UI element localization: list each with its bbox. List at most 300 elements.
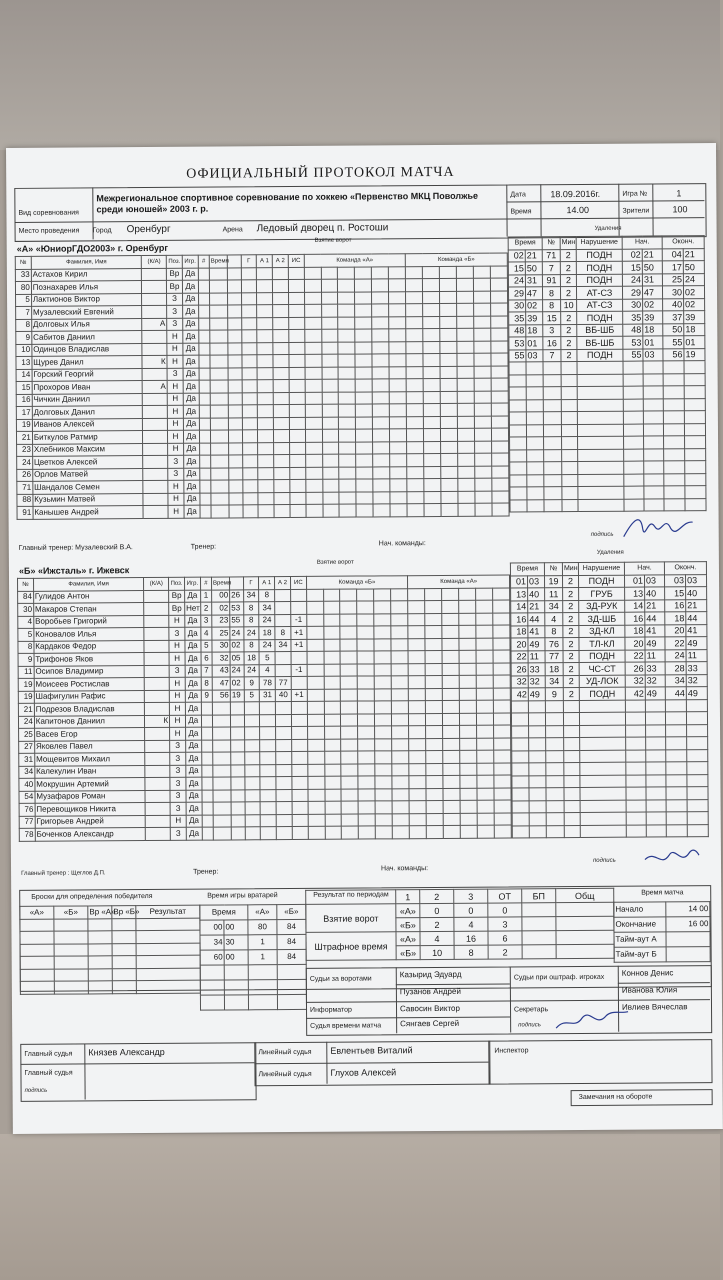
shootout-cell (20, 956, 54, 969)
shots-cell (389, 379, 406, 392)
goal-cell (245, 814, 261, 827)
player-plays: Да (184, 493, 200, 506)
shots-cell (373, 454, 390, 467)
shots-cell (375, 776, 392, 789)
team-a-coach-label: Тренер: (190, 543, 217, 551)
goal-minute: 47 (212, 677, 230, 690)
shots-cell (477, 775, 494, 788)
shots-cell (458, 491, 475, 504)
shots-cell (322, 404, 339, 417)
penalty-start-min: 15 (622, 261, 642, 274)
goal-cell (229, 455, 243, 468)
shots-cell (407, 479, 424, 492)
shots-cell (426, 750, 443, 763)
player-name: Сабитов Даниил (32, 331, 143, 344)
time-label: Время (510, 208, 532, 216)
penalty-infraction (577, 424, 623, 437)
goal-cell (210, 342, 228, 355)
team-b-captain-label: Нач. команды: (381, 865, 429, 873)
column-header: «А» (248, 905, 277, 920)
competition-name: Межрегиональное спортивное соревнование по хоккею «Первенство МКЦ Поволжье среди юношей» 2003 г. р. (96, 190, 479, 215)
goal-assist-2 (275, 664, 291, 677)
shots-cell (339, 479, 356, 492)
player-plays: Да (184, 468, 200, 481)
shots-cell (305, 354, 322, 367)
shots-cell (389, 266, 406, 279)
shots-cell (456, 266, 473, 279)
player-plays: Да (185, 615, 201, 628)
team-a-penalties-label: Удаления (594, 225, 622, 232)
period-value (522, 903, 556, 917)
goal-strength: +1 (291, 689, 307, 702)
shots-cell (476, 625, 493, 638)
penalty-minutes (562, 499, 578, 512)
penalty-end-sec: 39 (684, 311, 705, 324)
penalty-sec (528, 713, 545, 726)
player-plays: Да (186, 752, 202, 765)
shots-cell (305, 417, 322, 430)
goal-cell (289, 329, 305, 342)
shots-cell (494, 825, 511, 838)
shootout-row (20, 930, 200, 944)
player-name: Шафигулин Рафис (34, 690, 145, 703)
shots-cell (474, 391, 491, 404)
player-name: Орлов Матвей (33, 468, 144, 481)
penalty-end-min (663, 423, 684, 436)
goal-cell (258, 492, 274, 505)
goal-cell (241, 355, 257, 368)
penalty-start-sec (646, 787, 666, 800)
goal-assist-1: 34 (259, 602, 275, 615)
penalty-start-min (624, 474, 644, 487)
shots-cell (493, 700, 510, 713)
penalty-judges-label: Судьи при оштраф. игроках (513, 973, 605, 982)
player-number: 5 (16, 294, 32, 307)
shots-cell (476, 613, 493, 626)
penalty-sec (527, 499, 544, 512)
team-a-penalty-table (508, 235, 707, 512)
shots-cell (423, 416, 440, 429)
penalty-player (544, 462, 562, 475)
shots-cell (307, 639, 324, 652)
gk-cell (200, 965, 224, 980)
player-number: 24 (17, 456, 33, 469)
linesman-2-label: Линейный судья (258, 1070, 312, 1079)
team-b-title: «Б» «Ижсталь» г. Ижевск (18, 565, 130, 576)
shots-cell (391, 688, 408, 701)
penalty-infraction (580, 737, 626, 750)
penalty-sec: 40 (528, 588, 545, 601)
shootout-cell (54, 931, 88, 944)
shots-cell (322, 379, 339, 392)
penalty-start-min: 14 (625, 600, 645, 613)
penalty-min: 53 (509, 337, 526, 350)
shots-cell (491, 453, 508, 466)
penalty-player: 76 (545, 638, 563, 651)
goal-cell (242, 380, 258, 393)
shots-cell (406, 329, 423, 342)
goal-cell (260, 714, 276, 727)
column-header: «Б» (54, 906, 88, 919)
penalty-sec (528, 700, 545, 713)
shootout-cell (136, 980, 200, 993)
column-header (230, 577, 244, 590)
shots-cell (375, 751, 392, 764)
goal-strength (291, 651, 307, 664)
goal-number: 5 (201, 640, 212, 653)
shots-cell (375, 813, 392, 826)
shots-cell (476, 638, 493, 651)
penalty-player: 91 (542, 274, 560, 287)
penalty-infraction (578, 474, 624, 487)
shots-cell (457, 416, 474, 429)
penalty-sec: 50 (525, 262, 542, 275)
goal-cell (230, 702, 244, 715)
gk-team-a: 1 (248, 935, 277, 950)
column-header: # (198, 255, 209, 268)
penalty-player: 8 (545, 625, 563, 638)
penalty-start-min: 24 (622, 274, 642, 287)
goal-cell (228, 380, 242, 393)
goal-cell (229, 492, 243, 505)
penalty-minutes: 2 (563, 675, 579, 688)
shots-cell (457, 378, 474, 391)
penalty-infraction: УД-ЛОК (579, 675, 625, 688)
shots-cell (407, 491, 424, 504)
goal-minute: 56 (212, 689, 230, 702)
penalty-end-min (666, 774, 687, 787)
goal-cell (229, 442, 243, 455)
penalty-end-sec (684, 398, 705, 411)
penalty-start-min (626, 812, 646, 825)
penalty-minutes (564, 738, 580, 751)
goal-cell (199, 355, 210, 368)
penalty-minutes (564, 750, 580, 763)
penalty-infraction (577, 374, 623, 387)
shots-cell (372, 329, 389, 342)
penalty-sec (529, 725, 546, 738)
goal-cell (210, 430, 228, 443)
penalty-player (545, 713, 563, 726)
player-name: Гулидов Антон (33, 590, 144, 603)
shots-cell (422, 266, 439, 279)
penalty-sec (527, 487, 544, 500)
goal-cell (211, 505, 229, 518)
period-row-label: Взятие ворот (306, 904, 396, 933)
shots-cell (406, 304, 423, 317)
goal-cell (291, 714, 307, 727)
player-role (145, 777, 170, 790)
player-position: З (170, 752, 186, 765)
goal-cell (276, 777, 292, 790)
column-header: Время (209, 255, 227, 268)
goal-cell (292, 801, 308, 814)
column-header: Игр. (184, 577, 200, 590)
player-position: Н (167, 393, 183, 406)
shots-cell (324, 701, 341, 714)
shots-cell (442, 675, 459, 688)
penalty-end-min (666, 799, 687, 812)
shots-cell (372, 291, 389, 304)
penalty-player: 16 (543, 337, 561, 350)
goal-cell (242, 417, 258, 430)
penalty-min (512, 738, 529, 751)
shots-cell (440, 353, 457, 366)
shots-cell (372, 379, 389, 392)
goal-cell (229, 480, 243, 493)
penalty-min (509, 387, 526, 400)
goal-second: 24 (230, 664, 244, 677)
column-header (227, 255, 241, 268)
shots-cell (306, 614, 323, 627)
shots-cell (475, 491, 492, 504)
shots-cell (323, 504, 340, 517)
goal-cell (210, 380, 228, 393)
shots-cell (457, 328, 474, 341)
shots-cell (392, 713, 409, 726)
shots-cell (308, 789, 325, 802)
shots-cell (406, 316, 423, 329)
goal-scorer: 5 (244, 689, 260, 702)
player-role (143, 443, 168, 456)
shots-cell (406, 354, 423, 367)
shots-cell (307, 764, 324, 777)
penalty-end-min: 37 (663, 311, 684, 324)
goal-cell (273, 367, 289, 380)
goal-cell (241, 305, 257, 318)
shots-cell (460, 813, 477, 826)
penalty-start-sec (643, 361, 663, 374)
shots-cell (391, 663, 408, 676)
goal-cell (198, 280, 209, 293)
penalty-min (509, 424, 526, 437)
penalty-end-sec: 50 (683, 261, 704, 274)
goal-cell (273, 330, 289, 343)
player-position: Вр (169, 602, 185, 615)
shots-cell (342, 814, 359, 827)
player-role (143, 418, 168, 431)
goal-cell (241, 280, 257, 293)
penalty-infraction (577, 399, 623, 412)
column-header: Г (243, 577, 259, 590)
column-header: «Б» (277, 904, 306, 919)
shots-cell (356, 391, 373, 404)
shots-cell (372, 266, 389, 279)
shots-cell (409, 713, 426, 726)
column-header: Команда «А» (408, 575, 510, 588)
penalty-infraction (579, 712, 625, 725)
shots-cell (341, 701, 358, 714)
shots-cell (426, 738, 443, 751)
shots-cell (391, 638, 408, 651)
penalty-minutes: 2 (561, 312, 577, 325)
team-b-sign-label: подпись (592, 857, 616, 864)
shots-cell (408, 601, 425, 614)
penalty-start-min: 35 (623, 311, 643, 324)
goal-cell (257, 342, 273, 355)
player-number: 25 (19, 728, 35, 741)
shots-cell (460, 738, 477, 751)
player-number: 27 (19, 741, 35, 754)
penalty-player (543, 412, 561, 425)
goal-cell (290, 479, 306, 492)
penalty-sec (529, 763, 546, 776)
goal-assist-2: 40 (275, 689, 291, 702)
shots-cell (440, 416, 457, 429)
player-role (144, 615, 169, 628)
shots-cell (358, 751, 375, 764)
penalty-start-min (624, 486, 644, 499)
goal-assist-1: 24 (259, 639, 275, 652)
shots-cell (407, 454, 424, 467)
penalty-min: 42 (511, 688, 528, 701)
shots-cell (341, 776, 358, 789)
shots-cell (389, 366, 406, 379)
shots-cell (392, 826, 409, 839)
shots-cell (475, 588, 492, 601)
player-role (143, 405, 168, 418)
penalty-sec (529, 750, 546, 763)
shots-cell (358, 788, 375, 801)
goal-cell (289, 379, 305, 392)
goal-cell (228, 392, 242, 405)
shots-cell (490, 291, 507, 304)
penalty-sec (529, 800, 546, 813)
shots-cell (375, 788, 392, 801)
player-plays: Да (185, 627, 201, 640)
penalty-start-sec (646, 812, 666, 825)
goal-cell (289, 429, 305, 442)
shots-cell (321, 329, 338, 342)
goal-cell (290, 492, 306, 505)
shots-cell (305, 367, 322, 380)
period-value (522, 945, 556, 959)
shots-cell (322, 367, 339, 380)
shots-cell (307, 651, 324, 664)
penalty-start-min: 22 (625, 650, 645, 663)
penalty-start-sec: 44 (645, 612, 665, 625)
shots-cell (424, 491, 441, 504)
inspector-label: Инспектор (494, 1047, 529, 1055)
column-header: А 1 (257, 255, 273, 268)
player-position: Н (169, 615, 185, 628)
shots-cell (494, 775, 511, 788)
penalty-infraction (580, 750, 626, 763)
shots-cell (459, 688, 476, 701)
column-header: (К/А) (144, 577, 169, 590)
player-role (144, 590, 169, 603)
penalty-start-min (624, 461, 644, 474)
column-header: А 2 (272, 255, 288, 268)
player-plays: Да (183, 393, 199, 406)
shots-cell (424, 503, 441, 516)
penalty-start-min (626, 737, 646, 750)
goal-cell (274, 505, 290, 518)
secretary-signature (552, 1006, 632, 1035)
penalty-start-min: 01 (624, 575, 644, 588)
penalty-start-sec (643, 423, 663, 436)
player-role (143, 480, 168, 493)
shots-cell (457, 316, 474, 329)
shots-cell (322, 492, 339, 505)
shots-cell (491, 378, 508, 391)
penalty-end-min (665, 712, 686, 725)
shots-cell (341, 789, 358, 802)
player-number: 9 (18, 653, 34, 666)
shots-cell (392, 701, 409, 714)
penalty-minutes (562, 437, 578, 450)
shots-cell (357, 663, 374, 676)
penalty-start-min (624, 436, 644, 449)
penalty-min: 30 (509, 299, 526, 312)
shots-cell (425, 613, 442, 626)
shots-cell (374, 613, 391, 626)
gk-row (200, 949, 306, 965)
column-header: Нарушение (578, 562, 624, 575)
penalty-end-sec: 49 (686, 687, 707, 700)
goal-cell (273, 355, 289, 368)
penalty-start-min (625, 712, 645, 725)
goal-cell (260, 727, 276, 740)
shots-cell (339, 429, 356, 442)
goal-cell (213, 777, 231, 790)
shots-cell (457, 341, 474, 354)
penalty-minutes (561, 387, 577, 400)
player-number: 19 (18, 691, 34, 704)
gk-cell (224, 995, 248, 1010)
gk-cell (200, 995, 224, 1010)
shots-cell (474, 378, 491, 391)
shots-cell (357, 613, 374, 626)
goal-number: 7 (201, 665, 212, 678)
shots-cell (459, 675, 476, 688)
shots-cell (323, 626, 340, 639)
shots-cell (424, 466, 441, 479)
shots-cell (443, 825, 460, 838)
penalty-sec: 44 (528, 613, 545, 626)
shots-cell (442, 713, 459, 726)
penalty-start-min (626, 825, 646, 838)
goal-cell (290, 454, 306, 467)
goal-cell (228, 367, 242, 380)
player-role: К (142, 355, 167, 368)
shootout-header (20, 905, 200, 919)
shots-cell (439, 266, 456, 279)
shots-cell (339, 367, 356, 380)
penalty-min (510, 474, 527, 487)
goal-cell (276, 752, 292, 765)
shots-cell (457, 403, 474, 416)
shots-cell (493, 687, 510, 700)
shots-cell (324, 639, 341, 652)
competition-label: Вид соревнования (18, 209, 79, 217)
shootout-cell (54, 981, 88, 994)
shots-cell (341, 651, 358, 664)
gk-row (200, 919, 306, 935)
penalty-end-sec: 01 (684, 336, 705, 349)
player-number: 34 (19, 766, 35, 779)
shots-cell (307, 739, 324, 752)
goal-cell (242, 442, 258, 455)
player-name: Калекулин Иван (35, 765, 146, 778)
goal-cell (228, 430, 242, 443)
shots-cell (458, 466, 475, 479)
goal-cell (243, 505, 259, 518)
secretary-sign-label: подпись (518, 1022, 541, 1029)
player-role (143, 393, 168, 406)
goal-cell (199, 443, 210, 456)
player-plays: Да (184, 480, 200, 493)
